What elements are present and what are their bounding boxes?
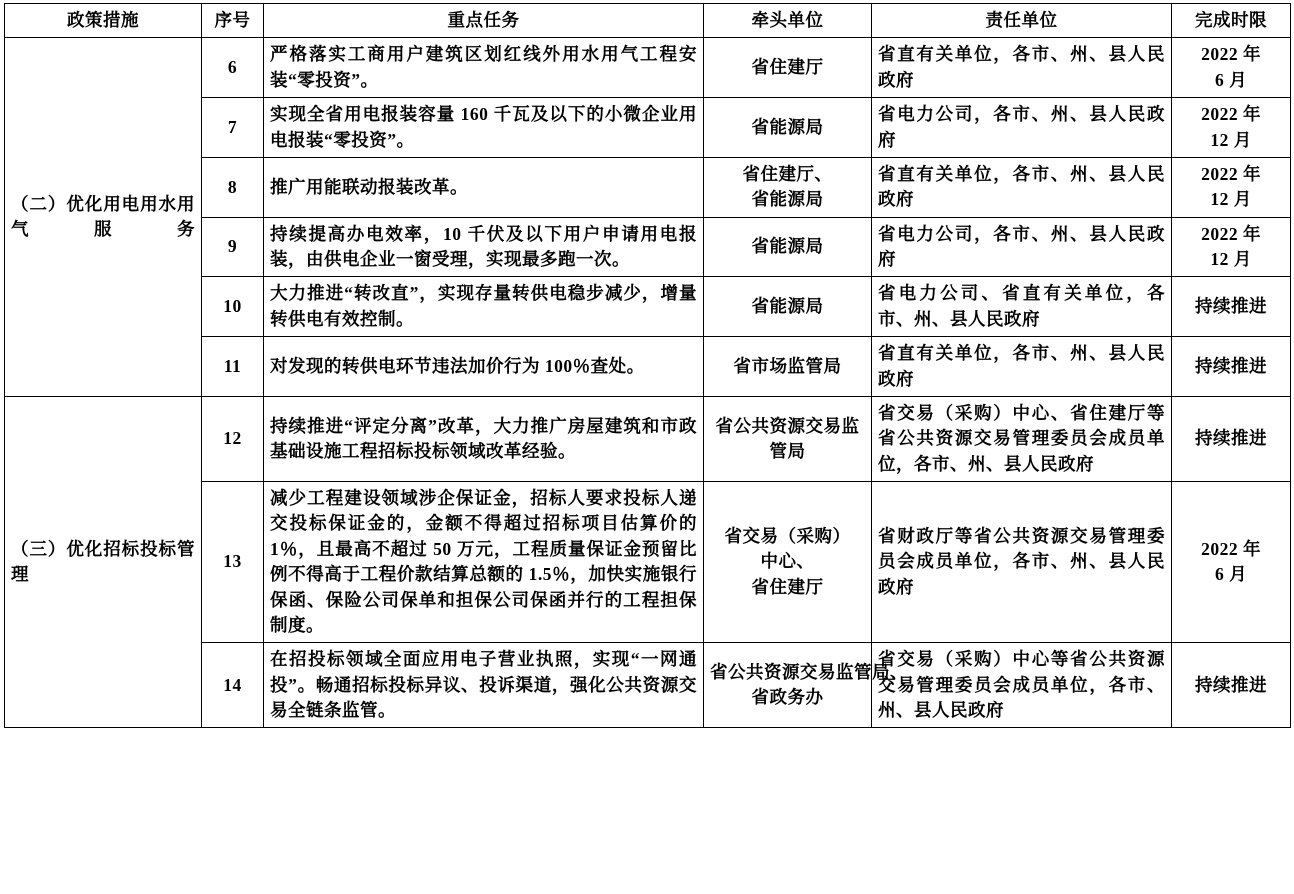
- task-cell: 持续推进“评定分离”改革，大力推广房屋建筑和市政基础设施工程招标投标领域改革经验。: [264, 396, 704, 481]
- deadline-cell: 2022 年 12 月: [1172, 157, 1291, 217]
- deadline-cell: 2022 年 12 月: [1172, 217, 1291, 277]
- row-number: 7: [202, 98, 264, 158]
- row-number: 9: [202, 217, 264, 277]
- responsible-unit-cell: 省直有关单位，各市、州、县人民政府: [872, 337, 1172, 397]
- policy-task-table: [4, 3, 1291, 728]
- responsible-unit-cell: 省直有关单位，各市、州、县人民政府: [872, 157, 1172, 217]
- deadline-cell: 2022 年 6 月: [1172, 38, 1291, 98]
- table-header: [5, 4, 1291, 38]
- task-cell: 推广用能联动报装改革。: [264, 157, 704, 217]
- row-number: 12: [202, 396, 264, 481]
- row-number: 10: [202, 277, 264, 337]
- task-cell: 大力推进“转改直”，实现存量转供电稳步减少，增量转供电有效控制。: [264, 277, 704, 337]
- task-cell: 持续提高办电效率，10 千伏及以下用户申请用电报装，由供电企业一窗受理，实现最多跑一次。: [264, 217, 704, 277]
- lead-unit-cell: 省能源局: [704, 277, 872, 337]
- row-number: 14: [202, 643, 264, 728]
- row-number: 11: [202, 337, 264, 397]
- deadline-cell: 持续推进: [1172, 643, 1291, 728]
- table-header-row: [5, 4, 1291, 38]
- deadline-cell: 持续推进: [1172, 337, 1291, 397]
- table-row: [5, 396, 1291, 481]
- responsible-unit-cell: 省电力公司，各市、州、县人民政府: [872, 98, 1172, 158]
- task-cell: 减少工程建设领域涉企保证金，招标人要求投标人递交投标保证金的，金额不得超过招标项目估算价的 1％，且最高不超过 50 万元，工程质量保证金预留比例不得高于工程价款结算总额的 1.5％，加快实施银行保函、保险公司保单和担保公司保函并行的工程担保制度。: [264, 482, 704, 643]
- responsible-unit-cell: 省交易（采购）中心等省公共资源交易管理委员会成员单位，各市、州、县人民政府: [872, 643, 1172, 728]
- lead-unit-cell: 省市场监管局: [704, 337, 872, 397]
- column-header-responsible-unit: 责任单位: [872, 4, 1172, 38]
- task-cell: 实现全省用电报装容量 160 千瓦及以下的小微企业用电报装“零投资”。: [264, 98, 704, 158]
- measure-cell: （三）优化招标投标管理: [5, 396, 202, 728]
- lead-unit-cell: 省住建厅、 省能源局: [704, 157, 872, 217]
- lead-unit-cell: 省公共资源交易监管局、 省政务办: [704, 643, 872, 728]
- row-number: 13: [202, 482, 264, 643]
- deadline-cell: 2022 年 12 月: [1172, 98, 1291, 158]
- table-body: [5, 38, 1291, 728]
- responsible-unit-cell: 省交易（采购）中心、省住建厅等省公共资源交易管理委员会成员单位，各市、州、县人民政府: [872, 396, 1172, 481]
- column-header-number: 序号: [202, 4, 264, 38]
- deadline-cell: 持续推进: [1172, 277, 1291, 337]
- table-row: [5, 38, 1291, 98]
- responsible-unit-cell: 省电力公司，各市、州、县人民政府: [872, 217, 1172, 277]
- task-cell: 严格落实工商用户建筑区划红线外用水用气工程安装“零投资”。: [264, 38, 704, 98]
- column-header-lead-unit: 牵头单位: [704, 4, 872, 38]
- deadline-cell: 持续推进: [1172, 396, 1291, 481]
- lead-unit-cell: 省公共资源交易监管局: [704, 396, 872, 481]
- lead-unit-cell: 省能源局: [704, 98, 872, 158]
- measure-cell: （二）优化用电用水用气服务: [5, 38, 202, 397]
- row-number: 8: [202, 157, 264, 217]
- responsible-unit-cell: 省直有关单位，各市、州、县人民政府: [872, 38, 1172, 98]
- lead-unit-cell: 省能源局: [704, 217, 872, 277]
- lead-unit-cell: 省住建厅: [704, 38, 872, 98]
- task-cell: 对发现的转供电环节违法加价行为 100％查处。: [264, 337, 704, 397]
- responsible-unit-cell: 省财政厅等省公共资源交易管理委员会成员单位，各市、州、县人民政府: [872, 482, 1172, 643]
- column-header-task: 重点任务: [264, 4, 704, 38]
- responsible-unit-cell: 省电力公司、省直有关单位，各市、州、县人民政府: [872, 277, 1172, 337]
- column-header-measure: 政策措施: [5, 4, 202, 38]
- task-cell: 在招投标领域全面应用电子营业执照，实现“一网通投”。畅通招标投标异议、投诉渠道，强化公共资源交易全链条监管。: [264, 643, 704, 728]
- column-header-deadline: 完成时限: [1172, 4, 1291, 38]
- lead-unit-cell: 省交易（采购） 中心、 省住建厅: [704, 482, 872, 643]
- deadline-cell: 2022 年 6 月: [1172, 482, 1291, 643]
- row-number: 6: [202, 38, 264, 98]
